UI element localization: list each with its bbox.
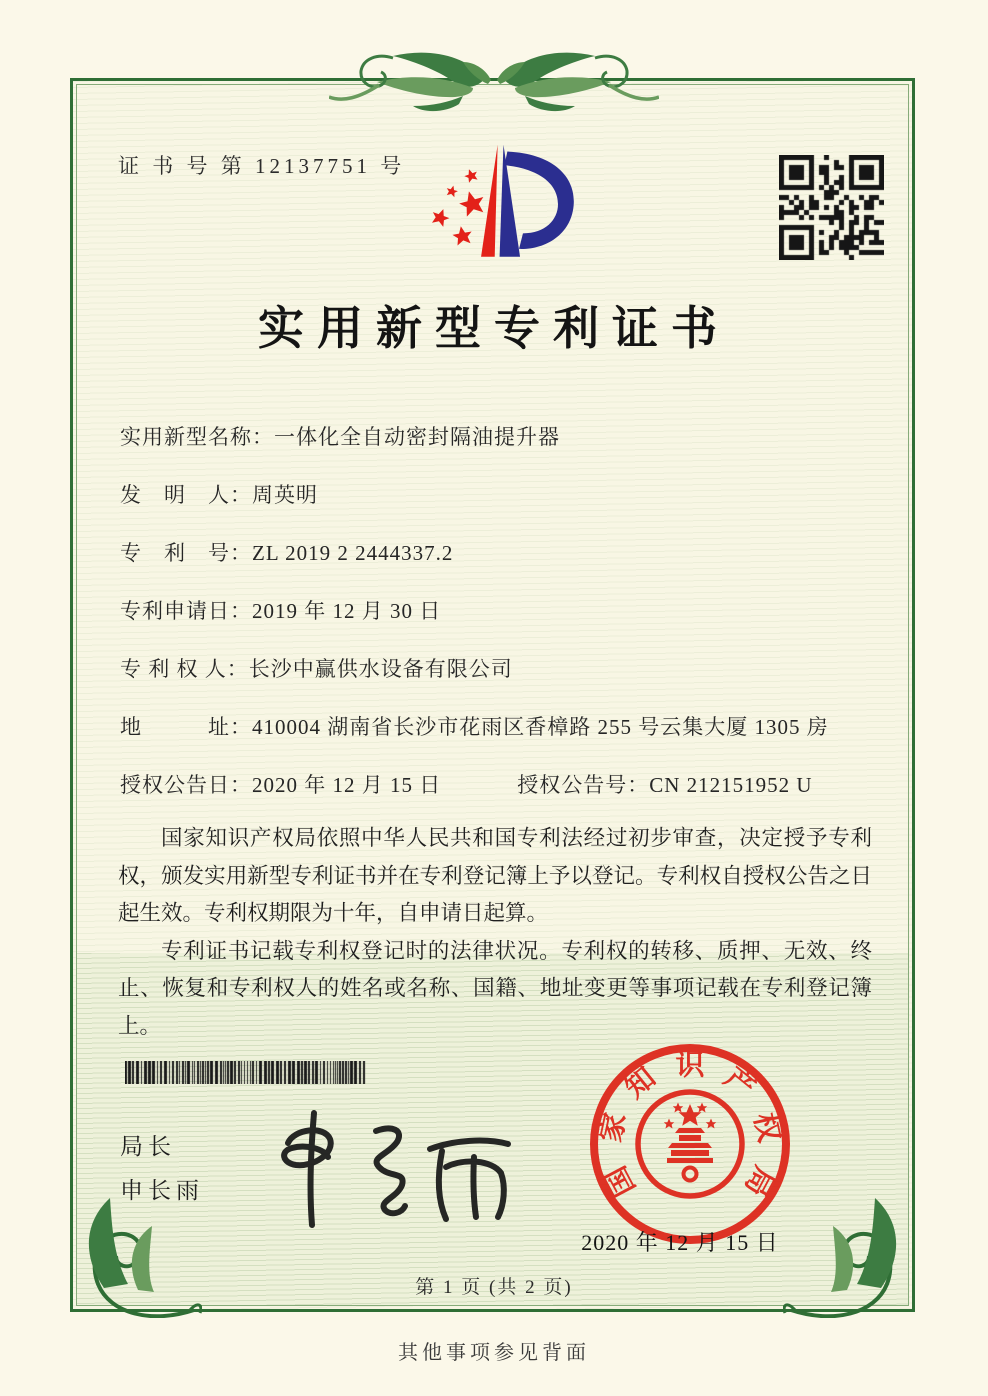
field-value: ZL 2019 2 2444337.2 <box>252 541 454 565</box>
seal-ring-char: 局 <box>738 1160 781 1202</box>
qr-code <box>779 155 884 260</box>
field-grant-date <box>120 772 890 798</box>
certificate-number: 证 书 号 第 12137751 号 <box>118 154 406 178</box>
seal-ring-char: 知 <box>619 1061 662 1105</box>
legal-paragraph-2: 专利证书记载专利权登记时的法律状况。专利权的转移、质押、无效、终止、恢复和专利权人的姓名或名称、国籍、地址变更等事项记载在专利登记簿上。 <box>118 938 872 1038</box>
legal-text <box>118 820 872 1045</box>
certificate-title: 实用新型专利证书 <box>258 303 730 354</box>
field-label: 专利申请日： <box>120 599 252 623</box>
field-utility-name <box>120 424 890 450</box>
field-label: 发 明 人： <box>120 483 252 507</box>
field-label: 授权公告号： <box>517 773 650 797</box>
field-list <box>120 424 890 830</box>
legal-paragraph-1: 国家知识产权局依照中华人民共和国专利法经过初步审查，决定授予专利权，颁发实用新型专利证书并在专利登记簿上予以登记。专利权自授权公告之日起生效。专利权期限为十年，自申请日起算。 <box>118 826 872 925</box>
top-ornament-icon <box>329 44 659 126</box>
seal-ring-char: 家 <box>595 1109 633 1146</box>
seal-ring-char: 国 <box>599 1160 642 1202</box>
seal-date: 2020 年 12 月 15 日 <box>581 1230 779 1255</box>
official-seal-icon <box>572 1038 808 1254</box>
field-patentee <box>120 656 890 682</box>
field-value: 2020 年 12 月 15 日 <box>252 773 442 797</box>
page-indicator: 第 1 页 (共 2 页) <box>415 1277 573 1298</box>
field-filing-date <box>120 598 890 624</box>
field-value: 410004 湖南省长沙市花雨区香樟路 255 号云集大厦 1305 房 <box>252 715 829 739</box>
corner-flourish-left-icon <box>52 1192 202 1318</box>
field-label: 地 址： <box>120 715 252 739</box>
national-emblem-icon <box>638 1092 742 1196</box>
director-name: 申长雨 <box>120 1177 204 1203</box>
field-value: CN 212151952 U <box>649 773 813 797</box>
director-title: 局长 <box>120 1133 176 1159</box>
field-label: 专 利 号： <box>120 541 252 565</box>
field-value: 2019 年 12 月 30 日 <box>252 599 442 623</box>
director-signature-icon <box>258 1103 528 1233</box>
barcode <box>125 1061 368 1084</box>
cnipa-logo-icon <box>410 130 595 288</box>
field-value: 长沙中赢供水设备有限公司 <box>248 657 513 681</box>
field-patent-number <box>120 540 890 566</box>
field-label: 专 利 权 人： <box>120 657 249 681</box>
field-value: 一体化全自动密封隔油提升器 <box>274 425 560 449</box>
field-inventor <box>120 482 890 508</box>
field-value: 周英明 <box>252 483 318 507</box>
field-address <box>120 714 890 740</box>
seal-ring-char: 权 <box>747 1109 785 1146</box>
seal-ring-char: 产 <box>718 1061 761 1105</box>
footer-note: 其他事项参见背面 <box>398 1342 590 1364</box>
seal-ring-char: 识 <box>675 1049 705 1082</box>
field-label: 实用新型名称： <box>120 425 274 449</box>
field-label: 授权公告日： <box>120 773 252 797</box>
field-grant-number <box>517 773 812 797</box>
